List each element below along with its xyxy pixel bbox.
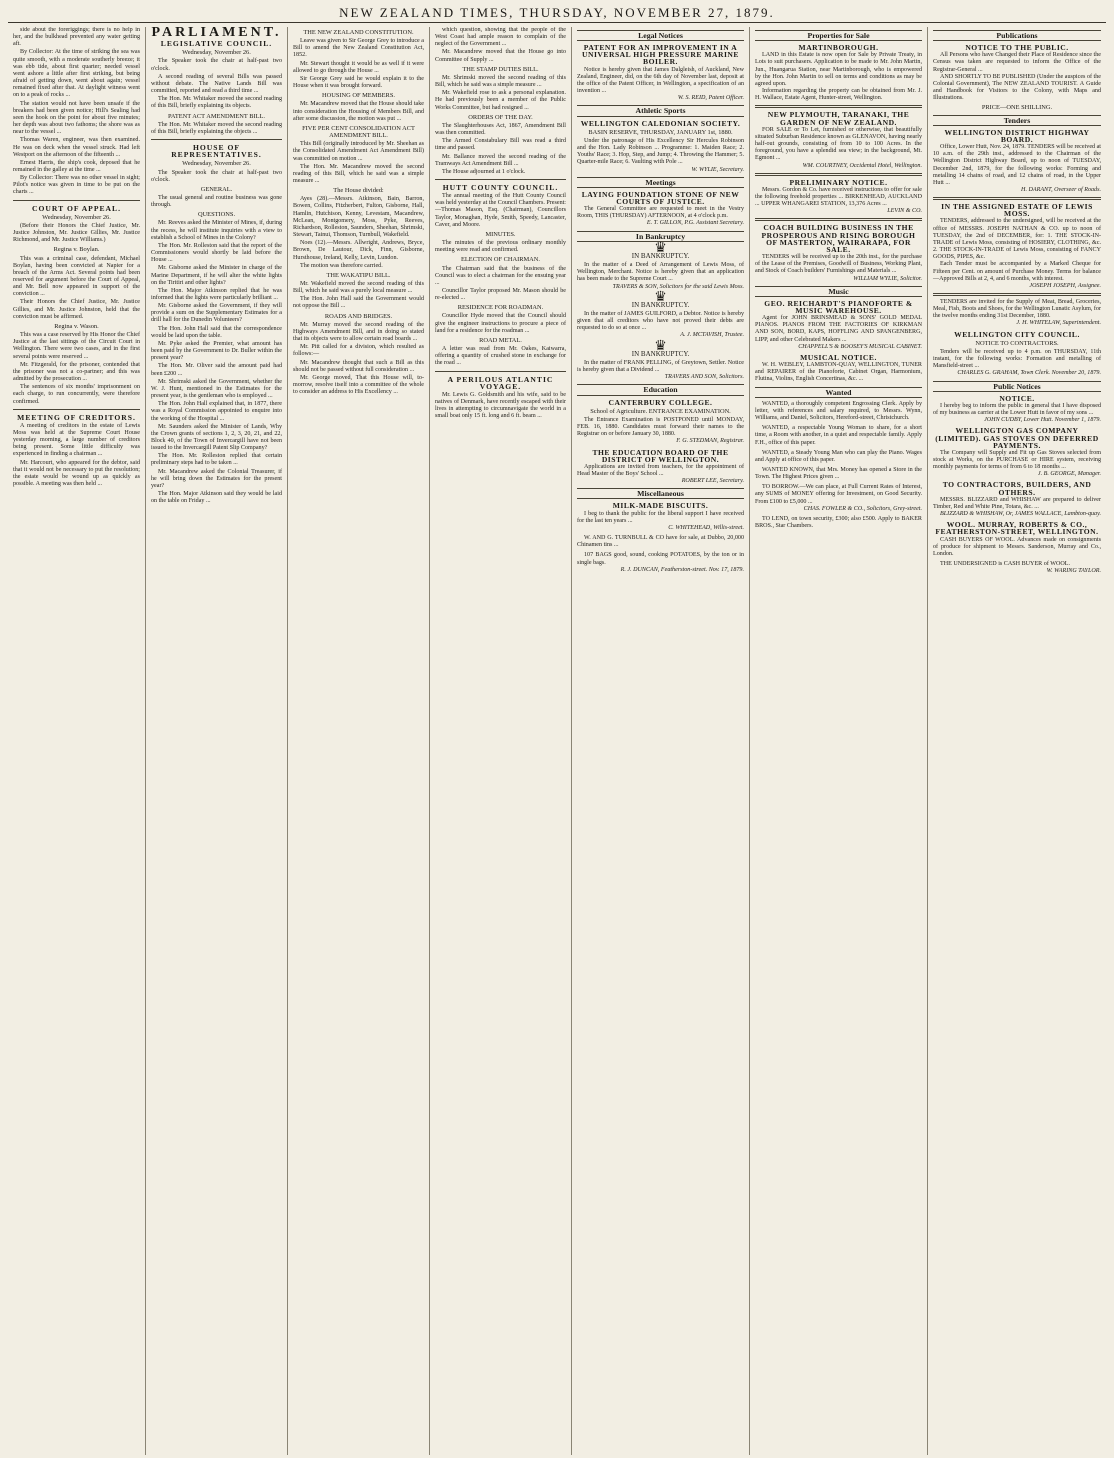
advertisement bbox=[755, 401, 922, 422]
division-list: Noes (12).—Messrs. Allwright, Andrews, Bryce, Brown, De Lautour, Dick, Finn, Gisborne, Hursthouse, Ireland, Kelly, Levin, Lundon. bbox=[293, 240, 424, 261]
column-3 bbox=[288, 27, 430, 1455]
category-band: Meetings bbox=[577, 177, 744, 188]
ad-text: LAND in this Estate is now open for Sale by Private Treaty, in Lots to suit purchasers. Application to be made to Mr. John Martin, Jun., Huangarua Station, near Martinborough, who is empowered by the Hon. John Martin to sell on terms and conditions as may be agreed upon. bbox=[755, 52, 922, 87]
column-1 bbox=[8, 27, 146, 1455]
ad-text: The Entrance Examination is POSTPONED until MONDAY, FEB. 16, 1880. Candidates must forward their names to the Registrar on or before January 30, 1880. bbox=[577, 416, 744, 438]
ad-text: MESSRS. BLIZZARD and WHISHAW are prepared to deliver Timber, Red and White Pine, Totara, &c. ... bbox=[933, 496, 1101, 510]
section-heading: HOUSE OF REPRESENTATIVES. bbox=[171, 143, 262, 160]
article-paragraph: Mr. Macandrew moved that the House go into Committee of Supply ... bbox=[435, 49, 566, 63]
ad-signature: TRAVERS & SON, Solicitors for the said Lewis Moss. bbox=[612, 283, 744, 290]
divider bbox=[755, 173, 922, 176]
royal-crest-icon: ♛ bbox=[654, 338, 667, 354]
advertisement bbox=[755, 224, 922, 282]
advertisement bbox=[577, 191, 744, 228]
divider bbox=[13, 200, 140, 201]
article-paragraph: Leave was given to Sir George Grey to introduce a Bill to amend the New Zealand Constitution Act, 1852. bbox=[293, 38, 424, 59]
article-paragraph: The sentences of six months' imprisonment on each charge, to run concurrently, were therefore confirmed. bbox=[13, 384, 140, 405]
subsection-heading: The House divided: bbox=[333, 187, 384, 195]
ad-text: Each Tender must be accompanied by a Marked Cheque for Fifteen per Cent. on amount of Purchase Money. Terms for balance—Approved Bills at 2, 4, and 6 months, with interest. bbox=[933, 261, 1101, 282]
advertisement bbox=[755, 467, 922, 481]
article-paragraph: Mr. Harcourt, who appeared for the debtor, said that it would not be necessary to put the resolution; the estate would be wound up as quickly as possible. A meeting was then held ... bbox=[13, 459, 140, 488]
advertisement bbox=[577, 535, 744, 549]
ad-heading: WELLINGTON CALEDONIAN SOCIETY. bbox=[580, 118, 741, 128]
ad-text: In the matter of FRANK PELLING, of Greytown, Settler. Notice is hereby given that a Dividend ... bbox=[577, 359, 744, 374]
article-paragraph: By Collector: There was no other vessel in sight; Pilot's notice was given in time to be put on the charts ... bbox=[13, 175, 140, 196]
ad-text: W. H. WEBLEY, LAMBTON-QUAY, WELLINGTON, TUNER and REPAIRER of the Pianoforte, Cabinet Organ, Harmonium, Flutina, Violins, English Concertinas, &c. ... bbox=[755, 362, 922, 383]
article-paragraph: By Collector: At the time of striking the sea was quite smooth, with a moderate southerly breeze; it was ebb tide, about first quarter; needed vessel went ashore a little after first striking, but being afraid of getting down, went about again; vessel remained fixed after that. At daylight witness went on to a peak of rocks ... bbox=[13, 49, 140, 99]
ad-text: TO BORROW.—We can place, at Full Current Rates of Interest, any SUMS of MONEY offering for Investment, on Good Security. From £100 to £5,000 ... bbox=[755, 484, 922, 505]
ad-signature: F. G. STEDMAN, Registrar. bbox=[676, 438, 744, 445]
ad-text: W. AND G. TURNBULL & CO have for sale, at Dubbo, 20,000 Chinamen tins ... bbox=[577, 535, 744, 549]
ad-signature: ROBERT LEE, Secretary. bbox=[681, 478, 744, 485]
category-band: Music bbox=[755, 286, 922, 297]
divider bbox=[933, 293, 1101, 296]
ad-heading: PATENT FOR AN IMPROVEMENT IN A UNIVERSAL HIGH PRESSURE MARINE BOILER. bbox=[582, 43, 739, 67]
article-paragraph: This Bill (originally introduced by Mr. Sheehan as the Consolidated Amendment Act Amendment Bill) was committed on motion ... bbox=[293, 141, 424, 162]
subsection-heading: GENERAL. bbox=[200, 185, 233, 193]
ad-text: FOR SALE or To Let, furnished or otherwise, that beautifully situated Suburban Residence known as GLENAVON, having nearly half-out grounds, consisting of from 10 to 100 Acres. In the foreground, you have a splendid sea view; in the background, Mt. Egmont ... bbox=[755, 126, 922, 162]
ad-heading: PRELIMINARY NOTICE. bbox=[789, 177, 888, 187]
ad-text: The Company will Supply and Fit up Gas Stoves selected from stock at Works, on the PURCHASE or HIRE system, receiving monthly payments for terms of from 6 to 18 months ... bbox=[933, 449, 1101, 471]
category-band: Publications bbox=[933, 30, 1101, 41]
subsection-heading: ORDERS OF THE DAY. bbox=[468, 113, 533, 121]
ad-text: In the matter of JAMES GUILFORD, a Debtor. Notice is hereby given that all creditors who have not proved their debts are requested to do so at once ... bbox=[577, 311, 744, 332]
advertisement bbox=[933, 481, 1101, 518]
ad-heading: TO CONTRACTORS, BUILDERS, AND OTHERS. bbox=[942, 480, 1092, 497]
article-paragraph: Mr. Gisborne asked the Minister in charge of the Marine Department, if he will alter the white lights on the Tiritiri and other lights? bbox=[151, 265, 282, 286]
article-paragraph: The Chairman said that the business of the Council was to elect a chairman for the ensuing year ... bbox=[435, 265, 566, 286]
ad-heading: CANTERBURY COLLEGE. bbox=[608, 397, 713, 407]
article-paragraph: The Hon. Mr. Rolleston replied that certain preliminary steps had to be taken ... bbox=[151, 453, 282, 467]
ad-text: Information regarding the property can be obtained from Mr. J. H. Wallace, Estate Agent, Hunter-street, Wellington. bbox=[755, 88, 922, 102]
article-paragraph: Mr. Shrimski moved the second reading of this Bill, which he said was a simple measure ... bbox=[435, 74, 566, 89]
article-paragraph: A second reading of several Bills was passed without debate. The Native Lands Bill was committed, reported and read a third time ... bbox=[151, 73, 282, 95]
ad-text: TENDERS, addressed to the undersigned, will be received at the office of MESSRS. JOSEPH NATHAN & CO. up to noon of TUESDAY, the 2nd of DECEMBER, for: 1. THE STOCK-IN-TRADE of Lewis Moss, consisting of HOSIERY, CLOTHING, &c. 2. THE STOCK-IN-TRADE of Lewis Moss, consisting of FANCY GOODS, PIPES, &c. bbox=[933, 218, 1101, 261]
article-paragraph: Thomas Waren, engineer, was then examined. He was on deck when the vessel struck. Had left Westport on the afternoon of the fifteenth ... bbox=[13, 137, 140, 158]
advertisement bbox=[755, 484, 922, 513]
article-paragraph: Mr. Pitt called for a division, which resulted as follows:— bbox=[293, 344, 424, 358]
ad-signature: H. DARANT, Overseer of Roads. bbox=[1021, 186, 1101, 193]
article-paragraph: Mr. Pyke asked the Premier, what amount has been paid by the Government to Dr. Buller within the present year? bbox=[151, 340, 282, 362]
ad-text: In the matter of a Deed of Arrangement of Lewis Moss, of Wellington, Merchant. Notice is hereby given that an application has been made to the Supreme Court ... bbox=[577, 262, 744, 283]
advertisement bbox=[933, 129, 1101, 194]
ad-text: Agent for JOHN BRINSMEAD & SONS' GOLD MEDAL PIANOS. PIANOS FROM THE FACTORIES OF KIRKMAN AND SON, BORD, KAPS, HOFFLING AND SPANGENBERG, LIPP, and other Celebrated Makers ... bbox=[755, 315, 922, 343]
article-paragraph: The Hon. Mr. Macandrew moved the second reading of this Bill, which he said was a simple measure ... bbox=[293, 163, 424, 184]
subsection-heading: THE STAMP DUTIES BILL. bbox=[462, 65, 539, 73]
article-paragraph: This was a criminal case, defendant, Michael Boylan, having been convicted at Napier for a breach of the Arms Act. Several points had been reserved for argument before the Court of Appeal, and Mr. Bell now appeared in support of the conviction ... bbox=[13, 255, 140, 298]
ad-signature: J. H. WHITELAW, Superintendent. bbox=[1016, 320, 1101, 327]
article-paragraph: Mr. Reeves asked the Minister of Mines, if, during the recess, he will institute inquiries with a view to establish a School of Mines in the Colony? bbox=[151, 220, 282, 241]
article-paragraph: Mr. Macandrew moved that the House should take into consideration the Housing of Members Bill, and after some discussion, the motion was put ... bbox=[293, 101, 424, 122]
division-list: Ayes (28).—Messrs. Atkinson, Bain, Barron, Bowen, Collins, Fitzherbert, Fulton, Gisborne, Hall, Hamlin, Hutchison, Kenny, Levestam, Macandrew, McLean, Montgomery, Moss, Pyke, Reeves, Richardson, Rolleston, Saunders, Sheehan, Shrimski, Stewart, Tainui, Thomson, Turnbull, Wakefield. bbox=[293, 196, 424, 239]
article-paragraph: (Before their Honors the Chief Justice, Mr. Justice Johnston, Mr. Justice Gillies, Mr. Justice Richmond, and Mr. Justice Williams.) bbox=[13, 222, 140, 244]
advertisement bbox=[577, 360, 744, 381]
ad-heading: NOTICE TO THE PUBLIC. bbox=[965, 43, 1069, 53]
advertisement bbox=[933, 561, 1101, 575]
divider bbox=[755, 218, 922, 221]
ad-signature: A. J. MCTAVISH, Trustee. bbox=[680, 332, 744, 339]
subsection-heading: RESIDENCE FOR ROADMAN. bbox=[457, 304, 544, 312]
ad-signature: WM. COURTNEY, Occidental Hotel, Wellington. bbox=[802, 162, 922, 169]
article-paragraph: Councillor Hyde moved that the Council should give the engineer instructions to procure a piece of land for a residence for the roadman ... bbox=[435, 313, 566, 334]
article-paragraph: The Hon. Major Atkinson said they would be laid on the table on Friday ... bbox=[151, 491, 282, 505]
ad-signature: C. WHITEHEAD, Willis-street. bbox=[668, 524, 744, 531]
article-paragraph: The station would not have been unsafe if the breakers had been given notice; Hill's Sealing had seen the hook on the point for about five minutes; her depth was about two fathoms; the shore was as near to the vessel ... bbox=[13, 100, 140, 136]
ad-signature: JOHN CUDBY, Lower Hutt. November 1, 1879. bbox=[984, 417, 1101, 424]
section-date: Wednesday, November 26. bbox=[42, 213, 111, 221]
royal-crest-icon: ♛ bbox=[654, 240, 667, 256]
ad-text: TENDERS will be received up to the 20th inst., for the purchase of the Lease of the Premises, Goodwill of Business, Working Plant, and Stock of Coach builders' Furnishings and Materials ... bbox=[755, 254, 922, 275]
ad-signature: WILLIAM WYLIE, Solicitor. bbox=[853, 275, 922, 282]
article-paragraph: The annual meeting of the Hutt County Council was held yesterday at the Council Chambers. Present:—Thomas Mason, Esq. (Chairman), Councillors Taylor, Monaghan, Hyde, Smith, Speedy, Lancaster, Caver, and Moore. bbox=[435, 193, 566, 228]
category-band: Education bbox=[577, 384, 744, 395]
advertisement bbox=[755, 44, 922, 102]
category-band: In Bankruptcy bbox=[577, 231, 744, 242]
article-paragraph: Mr. Macandrew thought that such a Bill as this should not be passed without full consideration ... bbox=[293, 359, 424, 373]
article-paragraph: A letter was read from Mr. Oakes, Kaiwarra, offering a quantity of crushed stone in exchange for the road ... bbox=[435, 346, 566, 367]
advertisement bbox=[577, 399, 744, 446]
ad-heading: MUSICAL NOTICE. bbox=[800, 352, 877, 362]
article-paragraph: The Hon. Major Atkinson replied that he was informed that the lights were particularly brilliant ... bbox=[151, 287, 282, 301]
category-band: Miscellaneous bbox=[577, 488, 744, 499]
section-heading: A PERILOUS ATLANTIC VOYAGE. bbox=[447, 374, 554, 391]
divider bbox=[435, 371, 566, 372]
category-band: Properties for Sale bbox=[755, 30, 922, 41]
advertisement bbox=[755, 111, 922, 169]
ad-text: WANTED, a Steady Young Man who can play the Piano. Wages and Apply at office of this paper. bbox=[755, 449, 922, 463]
ad-heading: WELLINGTON CITY COUNCIL. bbox=[954, 329, 1080, 339]
bankruptcy-heading: IN BANKRUPTCY. bbox=[631, 300, 690, 309]
article-paragraph: Ernest Harris, the ship's cook, deposed that he remained in the galley at the time ... bbox=[13, 159, 140, 173]
advertisement bbox=[755, 516, 922, 530]
article-paragraph: The Hon. John Hall said the Government would not oppose the Bill ... bbox=[293, 296, 424, 310]
ad-signature: CHAS. FOWLER & CO., Solicitors, Grey-street. bbox=[803, 505, 922, 512]
article-paragraph: The minutes of the previous ordinary monthly meeting were read and confirmed. bbox=[435, 240, 566, 254]
ad-text: I beg to thank the public for the liberal support I have received for the last ten years ... bbox=[577, 510, 744, 524]
article-paragraph: The Hon. Mr. Rolleston said that the report of the Commissioners would shortly be laid before the House ... bbox=[151, 242, 282, 264]
column-5 bbox=[572, 27, 750, 1455]
divider bbox=[435, 179, 566, 180]
article-paragraph: The Hon. Mr. Oliver said the amount paid had been £200 ... bbox=[151, 363, 282, 377]
ad-signature: W. S. REID, Patent Officer. bbox=[677, 95, 744, 102]
article-paragraph: Mr. Saunders asked the Minister of Lands, Why the Crown grants of sections 1, 2, 3, 20, 21, and 22, Block 40, of the Town of Invercargill have not been issued to the Invercargill Patent Slip Company? bbox=[151, 423, 282, 452]
advertisement bbox=[577, 502, 744, 532]
subsection-heading: ROAD METAL. bbox=[479, 336, 522, 344]
article-paragraph: Mr. George moved, That this House will, to-morrow, resolve itself into a committee of the whole to consider an address to His Excellency ... bbox=[293, 374, 424, 396]
ad-subheading: School of Agriculture. ENTRANCE EXAMINATION. bbox=[590, 407, 731, 415]
ad-subheading: BASIN RESERVE, THURSDAY, JANUARY 1st, 1880. bbox=[588, 128, 733, 136]
category-band: Public Notices bbox=[933, 381, 1101, 392]
article-paragraph: Mr. Shrimski asked the Government, whether the W. J. Hunt, mentioned in the Estimates for the present year, is the gentleman who is employed ... bbox=[151, 378, 282, 400]
article-paragraph: The Speaker took the chair at half-past two o'clock. bbox=[151, 169, 282, 183]
ad-signature: TRAVERS AND SON, Solicitors. bbox=[664, 374, 744, 381]
ad-signature: E. T. GILLON, P.G. Assistant Secretary. bbox=[646, 220, 744, 227]
article-paragraph: Mr. Lewis G. Goldsmith and his wife, said to be natives of Denmark, have recently escaped with their lives in attempting to circumnavigate the world in a small boat only 15 ft. long and 6 ft. beam ... bbox=[435, 391, 566, 420]
advertisement bbox=[933, 299, 1101, 328]
ad-text: I hereby beg to inform the public in general that I have disposed of my business as carrier at the Lower Hutt in favor of my sons ... bbox=[933, 402, 1101, 417]
advertisement bbox=[933, 203, 1101, 290]
advertisement bbox=[755, 450, 922, 464]
article-paragraph: Mr. Wakefield moved the second reading of this Bill, which he said was a purely local measure ... bbox=[293, 281, 424, 295]
ad-heading: WELLINGTON GAS COMPANY (LIMITED). GAS STOVES ON DEFERRED PAYMENTS. bbox=[935, 426, 1099, 450]
subsection-heading: PATENT ACT AMENDMENT BILL. bbox=[167, 112, 266, 120]
bankruptcy-heading: IN BANKRUPTCY. bbox=[631, 349, 690, 358]
category-band: Wanted bbox=[755, 387, 922, 398]
ad-text: THE UNDERSIGNED is CASH BUYER of WOOL. bbox=[940, 561, 1071, 567]
article-paragraph: Their Honors the Chief Justice, Mr. Justice Gillies, and Mr. Justice Johnston, held that the conviction must be affirmed. bbox=[13, 299, 140, 320]
ad-heading: WOOL. MURRAY, ROBERTS & CO., FEATHERSTON-STREET, WELLINGTON. bbox=[935, 520, 1099, 537]
masthead: NEW ZEALAND TIMES, THURSDAY, NOVEMBER 27, 1879. bbox=[8, 4, 1106, 23]
ad-signature: W. WARING TAYLOR. bbox=[1046, 568, 1101, 575]
divider bbox=[13, 409, 140, 410]
bankruptcy-heading: IN BANKRUPTCY. bbox=[631, 251, 690, 260]
column-7 bbox=[928, 27, 1106, 1455]
advertisement bbox=[933, 427, 1101, 478]
ad-heading: GEO. REICHARDT'S PIANOFORTE & MUSIC WAREHOUSE. bbox=[764, 298, 913, 315]
article-paragraph: Sir George Grey said he would explain it to the House when it was brought forward. bbox=[293, 75, 424, 90]
article-paragraph: Mr. Fitzgerald, for the prisoner, contended that the prisoner was not a co-partner; and this was admitted by the prosecution ... bbox=[13, 361, 140, 383]
royal-crest-icon: ♛ bbox=[654, 289, 667, 305]
advertisement bbox=[577, 552, 744, 573]
category-band: Tenders bbox=[933, 115, 1101, 126]
article-paragraph: Mr. Gisborne asked the Government, if they will provide a sum on the Supplementary Estimates for a drill hall for the Dunedin Volunteers? bbox=[151, 303, 282, 324]
article-paragraph: Mr. Ballance moved the second reading of the Tramways Act Amendment Bill ... bbox=[435, 153, 566, 167]
ad-signature: LEVIN & CO. bbox=[887, 208, 922, 215]
advertisement bbox=[933, 395, 1101, 425]
ad-text: CASH BUYERS OF WOOL. Advances made on consignments of produce for shipment to Messrs. Sanderson, Murray and Co., London. bbox=[933, 536, 1101, 557]
section-date: Wednesday, November 26. bbox=[182, 160, 251, 168]
section-date: Wednesday, November 26. bbox=[182, 49, 251, 57]
section-heading: HUTT COUNTY COUNCIL. bbox=[442, 182, 559, 192]
ad-heading: WELLINGTON DISTRICT HIGHWAY BOARD. bbox=[944, 127, 1090, 144]
article-paragraph: which question, showing that the people of the West Coast had ample reason to complain of the neglect of the Government ... bbox=[435, 27, 566, 48]
ad-signature: CHAPPELL'S & BOOSEY'S MUSICAL CABINET. bbox=[798, 343, 922, 350]
ad-text: WANTED KNOWN, that Mrs. Money has opened a Store in the Town. The Highest Prices given ... bbox=[755, 466, 922, 481]
advertisement bbox=[577, 262, 744, 291]
divider bbox=[151, 139, 282, 140]
article-paragraph: Mr. Stewart thought it would be as well if it were allowed to go through the House ... bbox=[293, 60, 424, 74]
section-heading: MEETING OF CREDITORS. bbox=[17, 412, 136, 422]
article-paragraph: Mr. Wakefield rose to ask a personal explanation. He had previously been a member of the Public Works Committee, but had resigned ... bbox=[435, 90, 566, 111]
ad-text: Office, Lower Hutt, Nov. 24, 1879. TENDERS will be received at 10 a.m. of the 29th inst., addressed to the Chairman of the Wellington District Highway Board, up to noon of TUESDAY, December 2nd, 1879, for the following works: Forming and metalling 14 chains of road, and 12 chains of road, in the Upper Hutt ... bbox=[933, 144, 1101, 186]
ad-text: TO LEND, on town security, £300; also £500. Apply to BAKER BROS., Star Chambers. bbox=[755, 515, 922, 530]
article-paragraph: The Hon. Mr. Whitaker moved the second reading of this Bill, briefly explaining the objects ... bbox=[151, 121, 282, 135]
article-paragraph: The House adjourned at 1 o'clock. bbox=[442, 168, 526, 175]
article-paragraph: The Hon. John Hall explained that, in 1877, there was a Royal Commission appointed to enquire into the working of the Hospital ... bbox=[151, 401, 282, 422]
advertisement bbox=[577, 449, 744, 486]
article-paragraph: The Slaughterhouses Act, 1867, Amendment Bill was then committed. bbox=[435, 122, 566, 137]
advertisement bbox=[755, 179, 922, 216]
ad-text: Applications are invited from teachers, for the appointment of Head Master of the Boys' School ... bbox=[577, 463, 744, 477]
ad-text: AND SHORTLY TO BE PUBLISHED (Under the auspices of the Colonial Government), The NEW ZEALAND TOURIST. A Guide and Handbook for Visitors to the Colony, with Maps and Illustrations. bbox=[933, 73, 1101, 102]
ad-text: TENDERS are invited for the Supply of Meat, Bread, Groceries, Meal, Fish, Boots and Shoes, for the Wellington Lunatic Asylum, for the twelve months ending 31st December, 1880. bbox=[933, 299, 1101, 320]
subsection-heading: HOUSING OF MEMBERS. bbox=[322, 92, 395, 100]
advertisement bbox=[755, 425, 922, 446]
ad-text: Tenders will be received up to 4 p.m. on THURSDAY, 11th instant, for the following works: Formation and metalling of Mansfield-street ... bbox=[933, 348, 1101, 370]
subsection-heading: ROADS AND BRIDGES. bbox=[324, 312, 393, 320]
article-paragraph: The usual general and routine business was gone through. bbox=[151, 194, 282, 209]
ad-subheading: NOTICE TO CONTRACTORS. bbox=[975, 339, 1059, 347]
ad-signature: CHARLES G. GRAHAM, Town Clerk. November 20, 1879. bbox=[957, 370, 1101, 377]
ad-heading: MARTINBOROUGH. bbox=[798, 43, 879, 53]
parliament-title: PARLIAMENT. bbox=[151, 27, 282, 40]
ad-text: WANTED, a thoroughly competent Engrossing Clerk. Apply by letter, with references and salary required, to Messrs. Wynn, Williams, and Daniel, Solicitors, Hereford-street, Christchurch. bbox=[755, 400, 922, 422]
ad-heading: NOTICE. bbox=[999, 393, 1035, 403]
subsection-heading: QUESTIONS. bbox=[197, 211, 236, 219]
ad-heading: LAYING FOUNDATION STONE OF NEW COURTS OF JUSTICE. bbox=[581, 189, 740, 206]
ad-heading: THE EDUCATION BOARD OF THE DISTRICT OF WELLINGTON. bbox=[592, 447, 729, 464]
article-paragraph: Mr. Murray moved the second reading of the Highways Amendment Bill, and in doing so stated that its objects were to allow certain road boards ... bbox=[293, 321, 424, 343]
ad-text: Notice is hereby given that James Dalgleish, of Auckland, New Zealand, Engineer, did, on the 6th day of November last, deposit at the office of the Patent Officer, in Wellington, a specification of an invention ... bbox=[577, 66, 744, 95]
column-4 bbox=[430, 27, 572, 1455]
article-paragraph: The Hon. John Hall said that the correspondence would be laid upon the table. bbox=[151, 325, 282, 339]
category-band: Legal Notices bbox=[577, 30, 744, 41]
ad-heading: IN THE ASSIGNED ESTATE OF LEWIS MOSS. bbox=[941, 202, 1093, 219]
advertisement bbox=[933, 331, 1101, 378]
advertisement bbox=[755, 300, 922, 351]
subsection-heading: ELECTION OF CHAIRMAN. bbox=[461, 256, 540, 264]
advertisement bbox=[933, 44, 1101, 111]
ad-signature: BLIZZARD & WHISHAW, Or, JAMES WALLACE, Lambton-quay. bbox=[940, 511, 1101, 518]
ad-signature: R. J. DUNCAN, Featherston-street. Nov. 17, 1879. bbox=[620, 566, 744, 573]
ad-text: The General Committee are requested to meet in the Vestry Room, THIS (THURSDAY) AFTERNOON, at 4 o'clock p.m. bbox=[577, 206, 744, 220]
ad-text: WANTED, a respectable Young Woman to share, for a short time, a Room with another, in a quiet and respectable family. Apply F.H., office of this paper. bbox=[755, 425, 922, 446]
advertisement bbox=[933, 521, 1101, 558]
advertisement bbox=[577, 311, 744, 340]
case-title: Regina v. Boylan. bbox=[53, 246, 100, 254]
category-band: Athletic Sports bbox=[577, 105, 744, 116]
section-heading: LEGISLATIVE COUNCIL. bbox=[160, 39, 273, 49]
article-paragraph: Mr. Macandrew asked the Colonial Treasurer, if he will bring down the Estimates for the present year? bbox=[151, 468, 282, 489]
ad-price: PRICE—ONE SHILLING. bbox=[981, 104, 1053, 112]
ad-text: Under the patronage of His Excellency Sir Hercules Robinson and the Hon. Lady Robinson ... Programme: 1. Maiden Race; 2. Youths' Race; 3. Hop, Step, and Jump; 4. Throwing the Hammer; 5. Quarter-mile Race; 6. Vaulting with Pole ... bbox=[577, 137, 744, 166]
article-paragraph: side about the foreriggings; there is no help in her, and the bulkhead prevented any water getting aft. bbox=[13, 27, 140, 48]
article-paragraph: The Hon. Mr. Whitaker moved the second reading of this Bill, briefly explaining its objects. bbox=[151, 96, 282, 110]
column-2 bbox=[146, 27, 288, 1455]
article-paragraph: This was a case reserved by His Honor the Chief Justice at the last sittings of the Circuit Court in Wellington. There were two cases, and in the first several points were reserved ... bbox=[13, 332, 140, 360]
subsection-heading: THE NEW ZEALAND CONSTITUTION. bbox=[303, 29, 414, 36]
ad-heading: MILK-MADE BISCUITS. bbox=[612, 501, 709, 511]
ad-signature: W. WYLIE, Secretary. bbox=[691, 166, 744, 173]
ad-heading: NEW PLYMOUTH, TARANAKI, THE GARDEN OF NEW ZEALAND. bbox=[767, 110, 910, 127]
section-heading: COURT OF APPEAL. bbox=[32, 203, 121, 213]
ad-text: Messrs. Gordon & Co. have received instructions to offer for sale the following freehold properties ... BIRKENHEAD, AUCKLAND ... UPPER WHANGAREI STATION, 13,376 Acres ... bbox=[755, 186, 922, 208]
column-6 bbox=[750, 27, 928, 1455]
ad-text: 107 BAGS good, sound, cooking POTATOES, by the ton or in single bags. bbox=[577, 552, 744, 566]
columns bbox=[8, 27, 1106, 1455]
case-title: Regina v. Wason. bbox=[54, 322, 99, 330]
subsection-heading: THE WAKATIPU BILL. bbox=[326, 271, 391, 279]
divider bbox=[933, 197, 1101, 200]
ad-text: All Persons who have Changed their Place of Residence since the Census was taken are requested to inform the Office of the Registrar-General ... bbox=[933, 52, 1101, 73]
article-paragraph: The Speaker took the chair at half-past two o'clock. bbox=[151, 58, 282, 72]
ad-heading: COACH BUILDING BUSINESS IN THE PROSPEROUS AND RISING BOROUGH OF MASTERTON, WAIRARAPA, FOR SALE. bbox=[761, 223, 916, 254]
subsection-heading: FIVE PER CENT CONSOLIDATION ACT AMENDMENT BILL. bbox=[302, 124, 415, 140]
article-paragraph: The motion was therefore carried. bbox=[300, 262, 383, 269]
divider bbox=[755, 105, 922, 108]
ad-signature: J. B. GEORGE, Manager. bbox=[1037, 471, 1101, 478]
article-paragraph: Councillor Taylor proposed Mr. Mason should be re-elected ... bbox=[435, 288, 566, 302]
advertisement bbox=[577, 120, 744, 174]
article-paragraph: A meeting of creditors in the estate of Lewis Moss was held at the Supreme Court House yesterday morning, a large number of creditors being present. Some little difficulty was experienced in finding a chairman ... bbox=[13, 422, 140, 458]
advertisement bbox=[577, 44, 744, 102]
article-paragraph: The Armed Constabulary Bill was read a third time and passed. bbox=[435, 138, 566, 152]
advertisement bbox=[755, 354, 922, 384]
subsection-heading: MINUTES. bbox=[485, 230, 516, 238]
ad-signature: JOSEPH JOSEPH, Assignee. bbox=[1029, 282, 1101, 289]
